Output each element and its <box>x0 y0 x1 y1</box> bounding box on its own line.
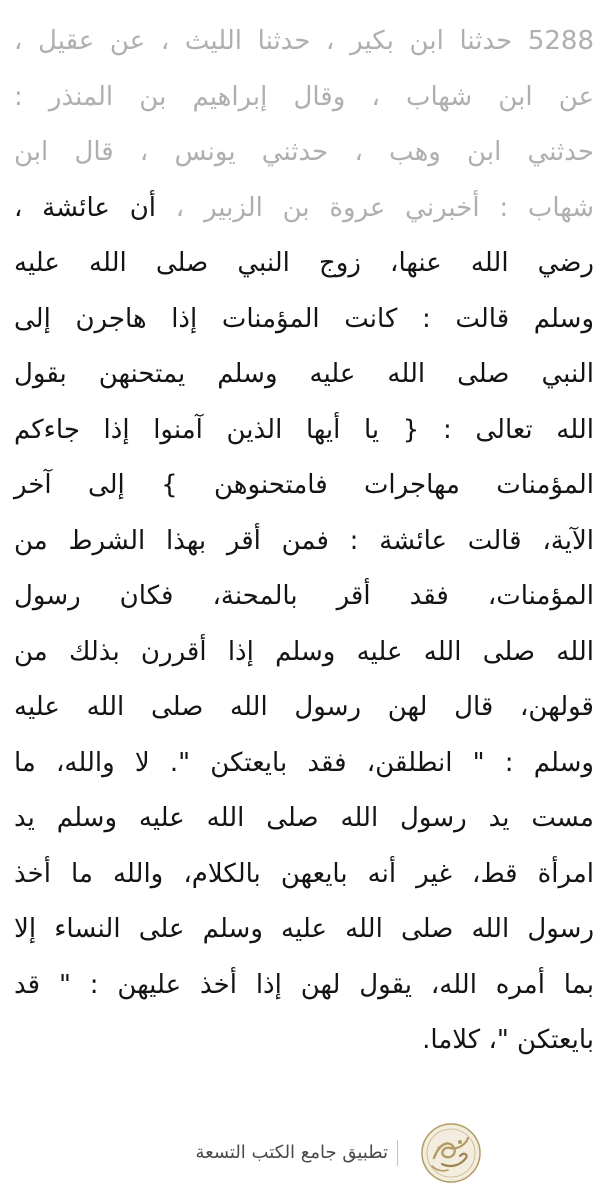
hadith-line <box>14 514 594 570</box>
app-name: تطبيق جامع الكتب التسعة <box>195 1142 388 1163</box>
footer <box>0 1118 610 1190</box>
hadith-line <box>14 125 594 181</box>
hadith-line <box>14 847 594 903</box>
calligraphy-logo-icon <box>420 1122 482 1184</box>
hadith-text <box>14 14 594 1069</box>
hadith-line <box>14 347 594 403</box>
matn-text: رضي الله عنها، زوج النبي صلى الله عليه <box>14 248 594 278</box>
matn-text: وسلم قالت : كانت المؤمنات إذا هاجرن إلى <box>14 303 594 334</box>
isnad-text: حدثني ابن وهب ، حدثني يونس ، قال ابن <box>14 137 594 167</box>
matn-text: المؤمنات، فقد أقر بالمحنة، فكان رسول <box>14 581 594 611</box>
hadith-line <box>14 569 594 625</box>
matn-text: قولهن، قال لهن رسول الله صلى الله عليه <box>14 692 594 722</box>
hadith-line <box>14 458 594 514</box>
hadith-line <box>14 292 594 348</box>
hadith-line <box>14 680 594 736</box>
hadith-line <box>14 625 594 681</box>
matn-text: أن عائشة ، <box>14 192 157 223</box>
matn-text: رسول الله صلى الله عليه وسلم على النساء إلا <box>14 914 594 944</box>
isnad-text: عن ابن شهاب ، وقال إبراهيم بن المنذر : <box>14 81 594 112</box>
matn-text: امرأة قط، غير أنه بايعهن بالكلام، والله ما أخذ <box>14 858 594 889</box>
hadith-line <box>14 14 594 70</box>
hadith-line <box>14 236 594 292</box>
matn-text: الله صلى الله عليه وسلم إذا أقررن بذلك من <box>14 636 594 667</box>
matn-text: بما أمره الله، يقول لهن إذا أخذ عليهن : " قد <box>14 969 594 1000</box>
matn-text: مست يد رسول الله صلى الله عليه وسلم يد <box>14 803 594 833</box>
hadith-line <box>14 181 594 237</box>
hadith-line <box>14 1013 594 1069</box>
matn-text: الآية، قالت عائشة : فمن أقر بهذا الشرط من <box>14 525 594 556</box>
isnad-text: 5288 حدثنا ابن بكير ، حدثنا الليث ، عن عقيل ، <box>14 26 594 56</box>
hadith-line <box>14 958 594 1014</box>
matn-text: النبي صلى الله عليه وسلم يمتحنهن بقول <box>14 359 594 389</box>
hadith-line <box>14 403 594 459</box>
matn-text: بايعتكن "، كلاما. <box>422 1025 594 1055</box>
hadith-line <box>14 791 594 847</box>
matn-text: الله تعالى : { يا أيها الذين آمنوا إذا جاءكم <box>14 414 594 445</box>
hadith-line <box>14 70 594 126</box>
matn-text: وسلم : " انطلقن، فقد بايعتكن ". لا والله، ما <box>14 747 594 778</box>
isnad-text: شهاب : أخبرني عروة بن الزبير ، <box>175 192 595 223</box>
divider <box>397 1140 398 1166</box>
hadith-line <box>14 902 594 958</box>
matn-text: المؤمنات مهاجرات فامتحنوهن } إلى آخر <box>14 470 594 500</box>
hadith-line <box>14 736 594 792</box>
